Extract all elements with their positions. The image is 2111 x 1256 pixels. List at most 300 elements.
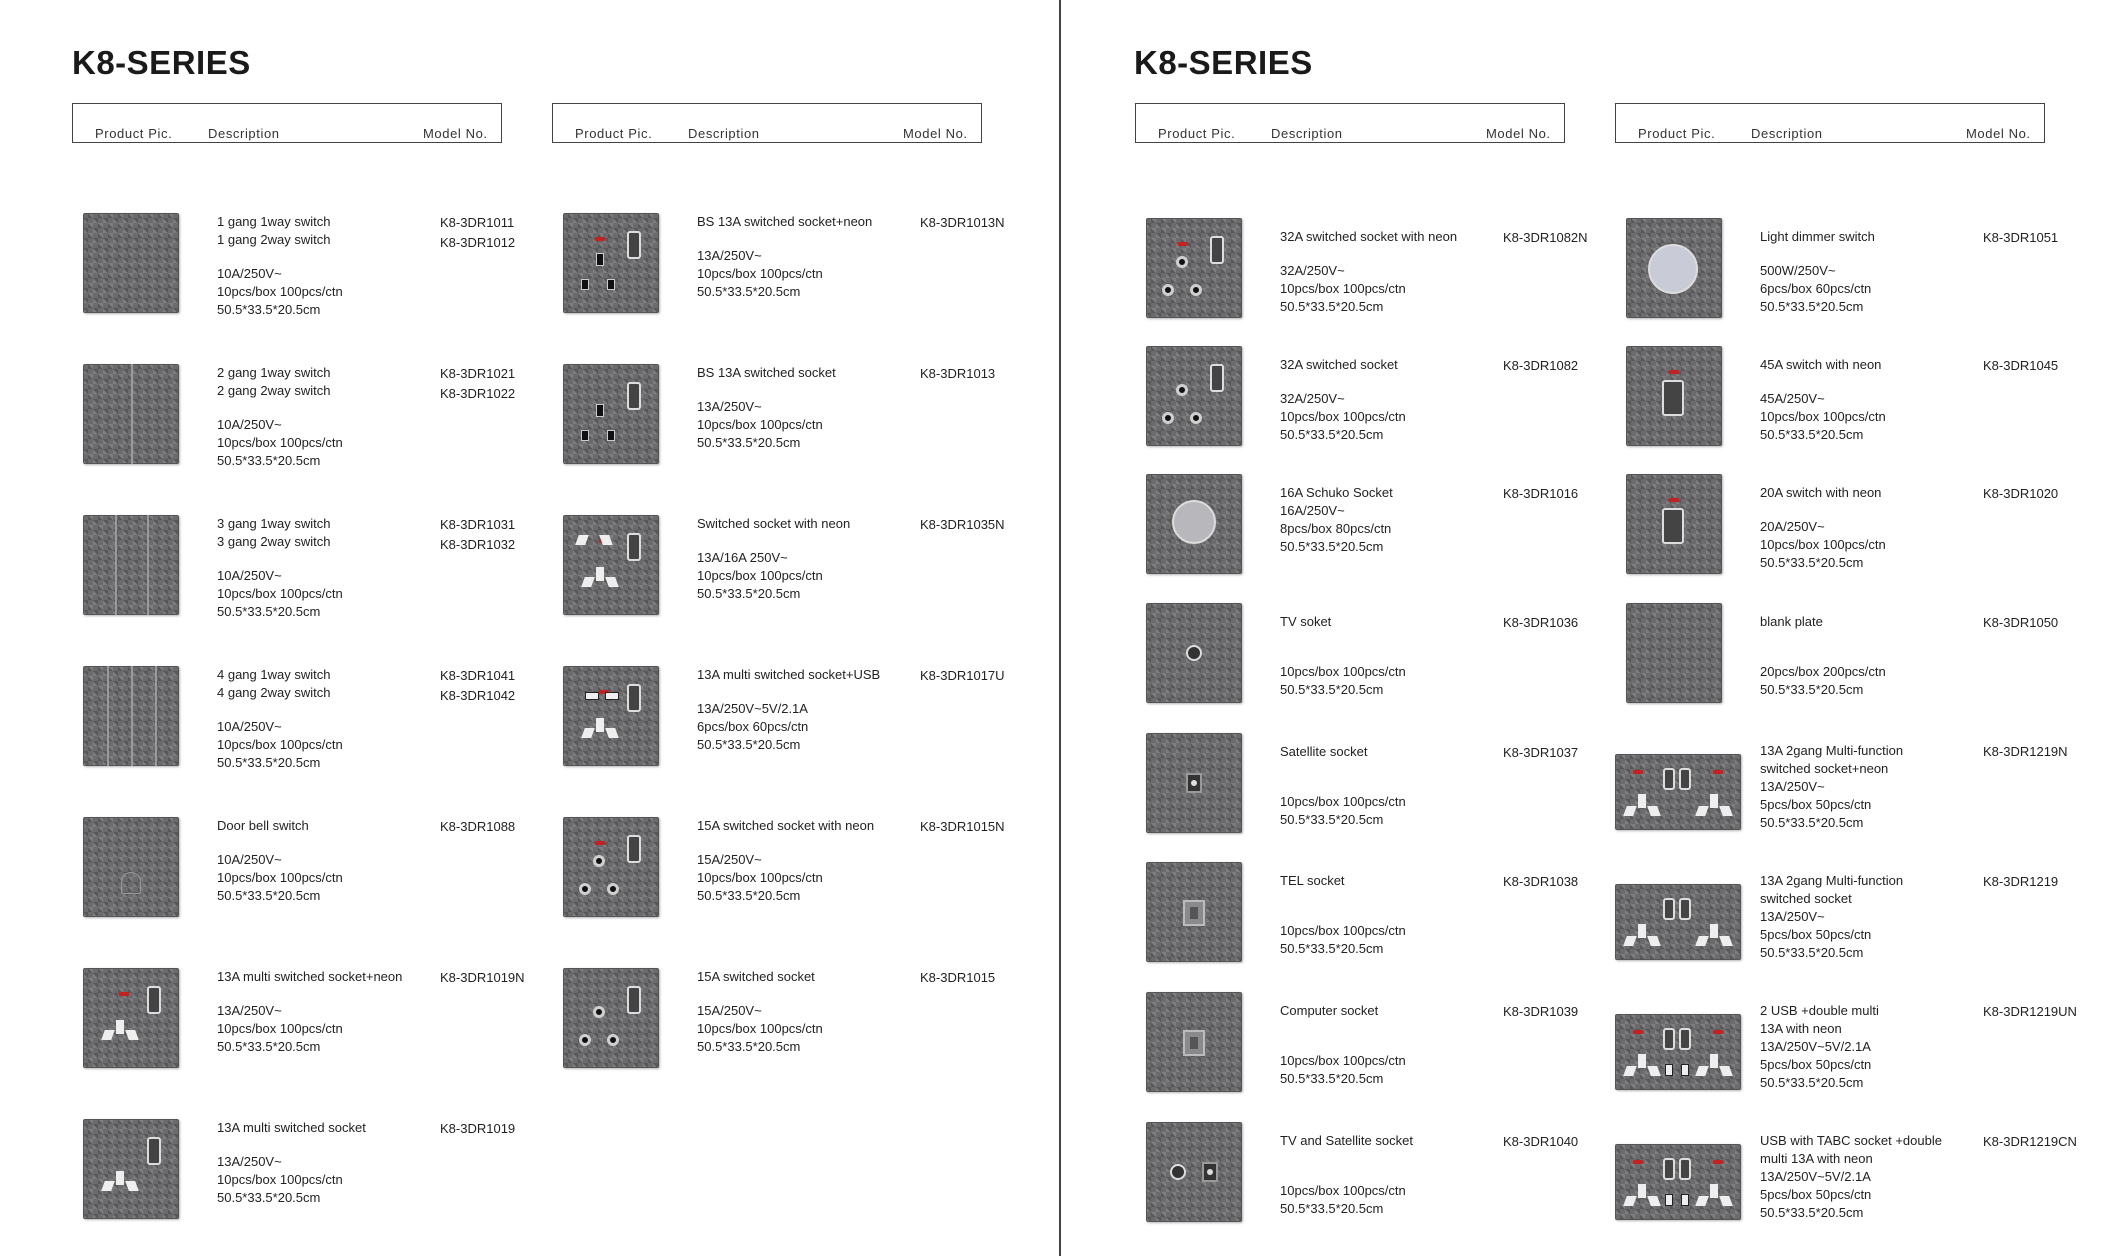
desc-gap: [1760, 647, 1970, 663]
model-line: K8-3DR1015N: [920, 819, 1005, 834]
model-line: K8-3DR1082: [1503, 358, 1579, 373]
desc-line: 13A/250V~: [1760, 779, 1825, 794]
desc-line: 6pcs/box 60pcs/ctn: [1760, 281, 1872, 296]
product-column-1: [72, 0, 525, 1256]
desc-line: Switched socket with neon: [697, 516, 851, 531]
desc-line: 50.5*33.5*20.5cm: [217, 888, 321, 903]
model-line: K8-3DR1035N: [920, 517, 1005, 532]
desc-line: 13A multi switched socket: [217, 1120, 366, 1135]
desc-line: 6pcs/box 60pcs/ctn: [697, 719, 809, 734]
usb-port: [605, 692, 619, 700]
neon-light: [1713, 770, 1723, 774]
rocker: [1663, 1158, 1675, 1180]
rocker: [1679, 898, 1691, 920]
1-gang-switch-icon: [83, 213, 179, 313]
model-number: [440, 213, 515, 253]
desc-line: 32A switched socket: [1280, 357, 1398, 372]
desc-gap: [1280, 761, 1490, 777]
model-number: [440, 968, 525, 988]
earth-slot: [1638, 794, 1646, 808]
neutral-slot: [607, 430, 615, 441]
desc-line: 13A/250V~: [217, 1154, 282, 1169]
desc-line: 10pcs/box 100pcs/ctn: [217, 586, 343, 601]
desc-gap: [1280, 1036, 1490, 1052]
desc-line: USB with TABC socket +double: [1760, 1133, 1942, 1148]
neutral-slot: [607, 279, 615, 290]
desc-line: 50.5*33.5*20.5cm: [1760, 1205, 1864, 1220]
switch-divider: [115, 515, 117, 615]
product-description: [217, 1119, 427, 1207]
page-divider: [1059, 0, 1061, 1256]
desc-line: 10pcs/box 100pcs/ctn: [697, 568, 823, 583]
desc-line: 5pcs/box 50pcs/ctn: [1760, 1057, 1872, 1072]
model-number: [1983, 742, 2068, 762]
desc-line: 10pcs/box 100pcs/ctn: [217, 870, 343, 885]
switch-divider: [131, 666, 133, 766]
desc-gap: [1760, 631, 1970, 647]
desc-line: 45A/250V~: [1760, 391, 1825, 406]
desc-line: 50.5*33.5*20.5cm: [1280, 812, 1384, 827]
15a-socket-neon-icon: [563, 817, 659, 917]
earth-slot: [1710, 1184, 1718, 1198]
rocker: [1662, 380, 1684, 416]
desc-line: 13A/16A 250V~: [697, 550, 788, 565]
product-description: [1280, 1002, 1490, 1088]
pin-hole: [1176, 384, 1188, 396]
model-number: [1983, 1132, 2077, 1152]
desc-gap: [1280, 906, 1490, 922]
desc-line: 10pcs/box 100pcs/ctn: [1280, 1183, 1406, 1198]
desc-line: 10pcs/box 100pcs/ctn: [697, 417, 823, 432]
product-description: [697, 817, 907, 905]
model-line: K8-3DR1015: [920, 970, 996, 985]
usb-port: [1665, 1194, 1673, 1206]
desc-line: 10pcs/box 100pcs/ctn: [217, 737, 343, 752]
desc-line: 50.5*33.5*20.5cm: [697, 888, 801, 903]
product-description: [697, 364, 907, 452]
desc-line: 50.5*33.5*20.5cm: [1760, 1075, 1864, 1090]
product-description: [1760, 356, 1970, 444]
rocker: [1663, 768, 1675, 790]
desc-line: 10pcs/box 100pcs/ctn: [1280, 1053, 1406, 1068]
pin-hole: [1176, 256, 1188, 268]
desc-line: 50.5*33.5*20.5cm: [217, 453, 321, 468]
header-description: Description: [208, 126, 280, 141]
desc-line: 20A/250V~: [1760, 519, 1825, 534]
product-description: [217, 364, 427, 470]
desc-line: 50.5*33.5*20.5cm: [1760, 682, 1864, 697]
desc-line: 13A multi switched socket+USB: [697, 667, 881, 682]
model-line: K8-3DR1019N: [440, 970, 525, 985]
pin-hole: [1162, 284, 1174, 296]
2-gang-switch-icon: [83, 364, 179, 464]
desc-line: 15A/250V~: [697, 1003, 762, 1018]
usb-port: [585, 692, 599, 700]
rocker: [627, 533, 641, 561]
pin-hole: [607, 1034, 619, 1046]
model-line: K8-3DR1013N: [920, 215, 1005, 230]
rocker: [1662, 508, 1684, 544]
model-number: [1503, 356, 1578, 376]
model-line: K8-3DR1013: [920, 366, 996, 381]
model-number: [1503, 1002, 1578, 1022]
desc-line: 5pcs/box 50pcs/ctn: [1760, 797, 1872, 812]
model-number: [1503, 484, 1578, 504]
product-column-4: [1615, 0, 2077, 1256]
header-description: Description: [1271, 126, 1343, 141]
rocker: [627, 986, 641, 1014]
column-header: [1135, 103, 1565, 143]
product-description: [217, 968, 427, 1056]
schuko-socket-icon: [1146, 474, 1242, 574]
earth-slot: [1710, 794, 1718, 808]
rocker: [627, 684, 641, 712]
model-line: K8-3DR1040: [1503, 1134, 1579, 1149]
product-description: [697, 666, 907, 754]
desc-line: 10pcs/box 100pcs/ctn: [1760, 409, 1886, 424]
desc-gap: [1280, 777, 1490, 793]
earth-slot: [1638, 1184, 1646, 1198]
neon-light: [1669, 498, 1679, 502]
live-slot: [581, 430, 589, 441]
universal-slot: [577, 533, 611, 547]
pin-hole: [579, 1034, 591, 1046]
neon-light: [1633, 1160, 1643, 1164]
desc-line: 10pcs/box 100pcs/ctn: [1280, 794, 1406, 809]
earth-slot: [596, 253, 604, 266]
product-description: [697, 515, 907, 603]
header-product-pic: Product Pic.: [95, 126, 173, 141]
model-number: [440, 515, 515, 555]
desc-gap: [217, 1137, 427, 1153]
product-description: [697, 213, 907, 301]
rocker: [1679, 1028, 1691, 1050]
desc-line: 15A switched socket: [697, 969, 815, 984]
product-description: [1280, 613, 1490, 699]
desc-line: 50.5*33.5*20.5cm: [217, 1039, 321, 1054]
switch-divider: [131, 364, 133, 464]
desc-gap: [1280, 1150, 1490, 1166]
desc-line: 10A/250V~: [217, 568, 282, 583]
desc-line: 10pcs/box 100pcs/ctn: [217, 1172, 343, 1187]
desc-line: Computer socket: [1280, 1003, 1379, 1018]
rocker: [627, 382, 641, 410]
model-line: K8-3DR1219N: [1983, 744, 2068, 759]
desc-line: 13A/250V~5V/2.1A: [697, 701, 808, 716]
desc-gap: [217, 551, 427, 567]
desc-line: 10pcs/box 100pcs/ctn: [697, 1021, 823, 1036]
desc-gap: [697, 684, 907, 700]
product-description: [1280, 1132, 1490, 1218]
rocker: [1663, 1028, 1675, 1050]
model-number: [920, 817, 1005, 837]
desc-gap: [217, 835, 427, 851]
schuko-cup: [1172, 500, 1216, 544]
switch-divider: [147, 515, 149, 615]
model-number: [440, 1119, 515, 1139]
desc-line: 50.5*33.5*20.5cm: [697, 284, 801, 299]
rj-jack: [1183, 1030, 1205, 1056]
desc-gap: [217, 986, 427, 1002]
header-model-no: Model No.: [1486, 126, 1551, 141]
desc-line: TV and Satellite socket: [1280, 1133, 1413, 1148]
product-description: [1760, 228, 1970, 316]
product-description: [217, 213, 427, 319]
earth-slot: [116, 1020, 124, 1034]
switched-socket-neon-icon: [563, 515, 659, 615]
dimmer-switch-icon: [1626, 218, 1722, 318]
model-number: [1503, 1132, 1578, 1152]
desc-line: 10pcs/box 100pcs/ctn: [1280, 281, 1406, 296]
model-line: K8-3DR1032: [440, 537, 516, 552]
bell-symbol: [121, 872, 141, 894]
desc-gap: [1280, 1020, 1490, 1036]
model-number: [920, 968, 995, 988]
desc-gap: [217, 702, 427, 718]
model-line: K8-3DR1219: [1983, 874, 2059, 889]
neon-light: [1713, 1160, 1723, 1164]
model-line: K8-3DR1036: [1503, 615, 1579, 630]
model-line: K8-3DR1022: [440, 386, 516, 401]
model-line: K8-3DR1012: [440, 235, 516, 250]
desc-gap: [217, 249, 427, 265]
model-line: K8-3DR1045: [1983, 358, 2059, 373]
desc-line: 50.5*33.5*20.5cm: [1280, 1201, 1384, 1216]
desc-gap: [1280, 890, 1490, 906]
desc-line: 4 gang 2way switch: [217, 685, 331, 700]
rocker: [147, 986, 161, 1014]
model-number: [1983, 872, 2058, 892]
desc-gap: [1280, 246, 1490, 262]
column-header: [1615, 103, 2045, 143]
pin-hole: [1190, 284, 1202, 296]
product-description: [1760, 742, 1970, 832]
desc-line: 50.5*33.5*20.5cm: [1280, 539, 1384, 554]
header-product-pic: Product Pic.: [1158, 126, 1236, 141]
desc-line: 50.5*33.5*20.5cm: [697, 737, 801, 752]
tel-socket-icon: [1146, 862, 1242, 962]
model-line: K8-3DR1037: [1503, 745, 1579, 760]
4-gang-switch-icon: [83, 666, 179, 766]
model-line: K8-3DR1082N: [1503, 230, 1588, 245]
desc-line: 50.5*33.5*20.5cm: [1760, 299, 1864, 314]
earth-slot: [596, 404, 604, 417]
desc-line: 50.5*33.5*20.5cm: [217, 604, 321, 619]
3-gang-switch-icon: [83, 515, 179, 615]
neon-light: [595, 841, 605, 845]
earth-slot: [596, 567, 604, 581]
product-description: [1760, 1002, 1970, 1092]
model-number: [920, 666, 1005, 686]
desc-line: 15A switched socket with neon: [697, 818, 875, 833]
desc-line: 10pcs/box 100pcs/ctn: [1280, 409, 1406, 424]
desc-line: blank plate: [1760, 614, 1823, 629]
pin-hole: [593, 1006, 605, 1018]
desc-gap: [1280, 1166, 1490, 1182]
model-number: [1983, 1002, 2077, 1022]
desc-line: 2 gang 2way switch: [217, 383, 331, 398]
pin-hole: [607, 883, 619, 895]
pin-hole: [593, 855, 605, 867]
desc-line: 50.5*33.5*20.5cm: [697, 435, 801, 450]
desc-line: 8pcs/box 80pcs/ctn: [1280, 521, 1392, 536]
desc-line: 13A/250V~5V/2.1A: [1760, 1169, 1871, 1184]
door-bell-switch-icon: [83, 817, 179, 917]
desc-line: 50.5*33.5*20.5cm: [1280, 1071, 1384, 1086]
desc-gap: [217, 400, 427, 416]
header-description: Description: [688, 126, 760, 141]
desc-line: 10A/250V~: [217, 719, 282, 734]
desc-line: 50.5*33.5*20.5cm: [697, 1039, 801, 1054]
desc-line: 32A/250V~: [1280, 391, 1345, 406]
rocker: [1210, 236, 1224, 264]
earth-slot: [1638, 924, 1646, 938]
model-number: [1983, 356, 2058, 376]
earth-slot: [596, 718, 604, 732]
dimmer-knob: [1648, 244, 1698, 294]
desc-line: 10A/250V~: [217, 852, 282, 867]
desc-line: 50.5*33.5*20.5cm: [1280, 427, 1384, 442]
rocker: [1210, 364, 1224, 392]
product-description: [217, 817, 427, 905]
header-model-no: Model No.: [903, 126, 968, 141]
desc-line: switched socket+neon: [1760, 761, 1889, 776]
model-line: K8-3DR1019: [440, 1121, 516, 1136]
product-description: [1760, 872, 1970, 962]
switch-divider: [107, 666, 109, 766]
desc-line: 50.5*33.5*20.5cm: [1280, 941, 1384, 956]
header-model-no: Model No.: [423, 126, 488, 141]
coax-port: [1186, 645, 1202, 661]
desc-line: 50.5*33.5*20.5cm: [217, 1190, 321, 1205]
model-number: [1503, 613, 1578, 633]
model-line: K8-3DR1038: [1503, 874, 1579, 889]
desc-line: 13A 2gang Multi-function: [1760, 873, 1904, 888]
product-description: [1280, 228, 1490, 316]
live-slot: [581, 279, 589, 290]
desc-line: 50.5*33.5*20.5cm: [217, 302, 321, 317]
desc-line: switched socket: [1760, 891, 1852, 906]
desc-line: 45A switch with neon: [1760, 357, 1882, 372]
desc-line: TEL socket: [1280, 873, 1345, 888]
header-description: Description: [1751, 126, 1823, 141]
model-line: K8-3DR1050: [1983, 615, 2059, 630]
usb-socket-icon: [563, 666, 659, 766]
desc-line: 13A/250V~: [697, 399, 762, 414]
header-model-no: Model No.: [1966, 126, 2031, 141]
20a-switch-neon-icon: [1626, 474, 1722, 574]
product-description: [217, 515, 427, 621]
desc-line: TV soket: [1280, 614, 1332, 629]
desc-line: 50.5*33.5*20.5cm: [1760, 555, 1864, 570]
desc-line: 13A/250V~: [217, 1003, 282, 1018]
model-number: [920, 213, 1005, 233]
desc-line: 32A switched socket with neon: [1280, 229, 1458, 244]
desc-line: 10pcs/box 100pcs/ctn: [1760, 537, 1886, 552]
desc-line: 13A/250V~: [1760, 909, 1825, 924]
desc-line: 2 USB +double multi: [1760, 1003, 1879, 1018]
satellite-socket-icon: [1146, 733, 1242, 833]
model-number: [440, 364, 515, 404]
desc-line: 5pcs/box 50pcs/ctn: [1760, 1187, 1872, 1202]
desc-line: 13A with neon: [1760, 1021, 1842, 1036]
32a-socket-icon: [1146, 346, 1242, 446]
desc-line: 10pcs/box 100pcs/ctn: [217, 284, 343, 299]
earth-slot: [1710, 1054, 1718, 1068]
desc-line: 10A/250V~: [217, 417, 282, 432]
desc-line: 500W/250V~: [1760, 263, 1836, 278]
multi-socket-icon: [83, 1119, 179, 1219]
bs-socket-icon: [563, 364, 659, 464]
usb-port: [1681, 1194, 1689, 1206]
rocker: [1679, 1158, 1691, 1180]
rj-jack: [1183, 900, 1205, 926]
desc-gap: [697, 231, 907, 247]
model-line: K8-3DR1219CN: [1983, 1134, 2077, 1149]
earth-slot: [1710, 924, 1718, 938]
product-column-2: [552, 0, 1005, 1256]
tv-satellite-socket-icon: [1146, 1122, 1242, 1222]
pin-hole: [579, 883, 591, 895]
desc-line: 32A/250V~: [1280, 263, 1345, 278]
model-line: K8-3DR1020: [1983, 486, 2059, 501]
header-product-pic: Product Pic.: [1638, 126, 1716, 141]
desc-line: 50.5*33.5*20.5cm: [1280, 682, 1384, 697]
model-number: [440, 666, 515, 706]
f-connector: [1186, 773, 1202, 793]
pin-hole: [1162, 412, 1174, 424]
usb-tabc-double-multi-icon: [1615, 1144, 1741, 1220]
model-line: K8-3DR1021: [440, 366, 516, 381]
rocker: [627, 835, 641, 863]
desc-line: 10pcs/box 100pcs/ctn: [1280, 664, 1406, 679]
model-line: K8-3DR1041: [440, 668, 516, 683]
blank-plate-icon: [1626, 603, 1722, 703]
desc-line: 20A switch with neon: [1760, 485, 1882, 500]
product-description: [697, 968, 907, 1056]
model-line: K8-3DR1017U: [920, 668, 1005, 683]
product-description: [217, 666, 427, 772]
desc-line: 1 gang 2way switch: [217, 232, 331, 247]
15a-socket-icon: [563, 968, 659, 1068]
multi-socket-neon-icon: [83, 968, 179, 1068]
model-number: [920, 515, 1005, 535]
model-number: [1983, 484, 2058, 504]
desc-line: BS 13A switched socket+neon: [697, 214, 873, 229]
desc-line: 10pcs/box 100pcs/ctn: [217, 435, 343, 450]
model-line: K8-3DR1219UN: [1983, 1004, 2077, 1019]
desc-gap: [1280, 631, 1490, 647]
model-number: [440, 817, 515, 837]
column-header: [72, 103, 502, 143]
2usb-double-multi-icon: [1615, 1014, 1741, 1090]
model-number: [1983, 613, 2058, 633]
earth-slot: [1638, 1054, 1646, 1068]
neon-light: [119, 992, 129, 996]
desc-gap: [1760, 502, 1970, 518]
desc-line: 16A Schuko Socket: [1280, 485, 1393, 500]
desc-line: 16A/250V~: [1280, 503, 1345, 518]
desc-line: 13A/250V~: [697, 248, 762, 263]
product-description: [1280, 484, 1490, 556]
tv-socket-icon: [1146, 603, 1242, 703]
desc-line: 1 gang 1way switch: [217, 214, 331, 229]
computer-socket-icon: [1146, 992, 1242, 1092]
f-connector: [1202, 1162, 1218, 1182]
left-series-title: K8-SERIES: [72, 44, 251, 81]
desc-line: 50.5*33.5*20.5cm: [1760, 945, 1864, 960]
desc-line: 50.5*33.5*20.5cm: [1760, 427, 1864, 442]
